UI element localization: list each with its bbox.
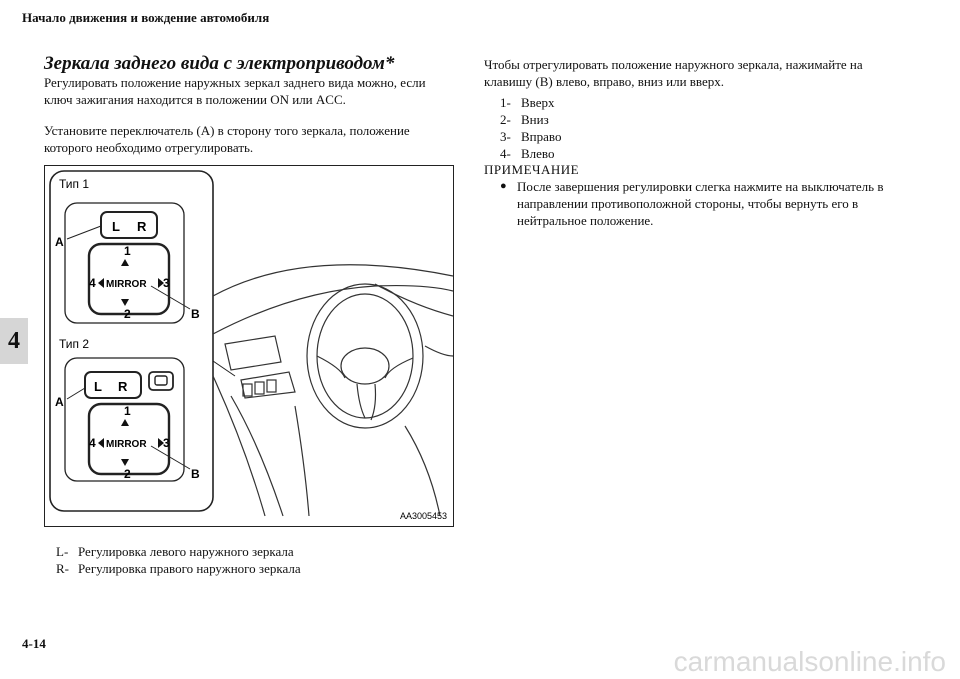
type2-label-A: A	[55, 395, 64, 409]
page-number: 4-14	[22, 636, 46, 651]
type2-dir-3: 3	[163, 436, 170, 450]
note-title: ПРИМЕЧАНИЕ	[484, 162, 580, 177]
intro-paragraph: Регулировать положение наружных зеркал заднего вида можно, если ключ зажигания находится в положении ON или ACC.	[44, 75, 426, 107]
list-item	[500, 111, 561, 128]
mirror-switch-figure	[44, 165, 454, 527]
type2-label: Тип 2	[59, 337, 90, 351]
type1-dir-4: 4	[89, 276, 96, 290]
list-item	[500, 94, 561, 111]
type2-L-label: L	[94, 379, 102, 394]
mirror-switch-illustration	[45, 166, 453, 526]
legend-text: Регулировка левого наружного зеркала	[78, 544, 294, 559]
type2-mirror-text: MIRROR	[106, 439, 147, 450]
step-text: Вверх	[521, 95, 555, 110]
watermark: carmanualsonline.info	[673, 646, 946, 677]
type1-up-arrow	[121, 259, 129, 266]
type2-label-B: B	[191, 467, 200, 481]
legend	[56, 543, 301, 577]
type1-label-A: A	[55, 235, 64, 249]
step-number: 2-	[500, 112, 511, 127]
legend-row	[56, 560, 301, 577]
running-header: Начало движения и вождение автомобиля	[22, 10, 270, 25]
legend-text: Регулировка правого наружного зеркала	[78, 561, 301, 576]
figure-code: AA3005453	[400, 511, 448, 521]
type2-R-label: R	[118, 379, 128, 394]
legend-key: L-	[56, 544, 69, 559]
fold-mirror-icon	[155, 376, 167, 385]
step-text: Влево	[521, 146, 555, 161]
type2-left-arrow	[98, 438, 104, 448]
list-item	[500, 128, 561, 145]
type1-L-label: L	[112, 219, 120, 234]
type2-dir-1: 1	[124, 404, 131, 418]
type2-up-arrow	[121, 419, 129, 426]
step-number: 4-	[500, 146, 511, 161]
type1-label: Тип 1	[59, 177, 90, 191]
step-number: 3-	[500, 129, 511, 144]
type2-dir-4: 4	[89, 436, 96, 450]
type1-switch-group	[55, 203, 200, 323]
chapter-tab: 4	[0, 318, 28, 364]
type1-left-arrow	[98, 278, 104, 288]
direction-list	[500, 94, 561, 162]
note-text: После завершения регулировки слегка нажмите на выключатель в направлении противоположной стороны, чтобы вернуть его в нейтральное положение.	[517, 179, 884, 228]
type1-dir-1: 1	[124, 244, 131, 258]
type2-fold-button	[149, 372, 173, 390]
step-text: Вниз	[521, 112, 549, 127]
bullet-icon: ●	[500, 180, 507, 192]
type1-dir-3: 3	[163, 276, 170, 290]
step-number: 1-	[500, 95, 511, 110]
type1-label-B: B	[191, 307, 200, 321]
legend-key: R-	[56, 561, 69, 576]
type1-mirror-text: MIRROR	[106, 279, 147, 290]
type2-switch-group	[55, 358, 200, 481]
adjust-instruction: Чтобы отрегулировать положение наружного зеркала, нажимайте на клавишу (B) влево, вправо, вниз или вверх.	[484, 57, 863, 89]
type1-dir-2: 2	[124, 307, 131, 321]
type2-dir-2: 2	[124, 467, 131, 481]
legend-row	[56, 543, 301, 560]
instruction-paragraph: Установите переключатель (A) в сторону того зеркала, положение которого необходимо отрегулировать.	[44, 123, 410, 155]
dashboard-illustration	[213, 265, 453, 516]
type2-down-arrow	[121, 459, 129, 466]
note-body	[500, 178, 920, 229]
type1-R-label: R	[137, 219, 147, 234]
list-item	[500, 145, 561, 162]
type1-down-arrow	[121, 299, 129, 306]
type1-lr-selector	[101, 212, 157, 238]
steering-wheel	[307, 284, 423, 428]
step-text: Вправо	[521, 129, 562, 144]
steering-hub	[341, 348, 389, 384]
section-title: Зеркала заднего вида с электроприводом*	[44, 53, 395, 74]
